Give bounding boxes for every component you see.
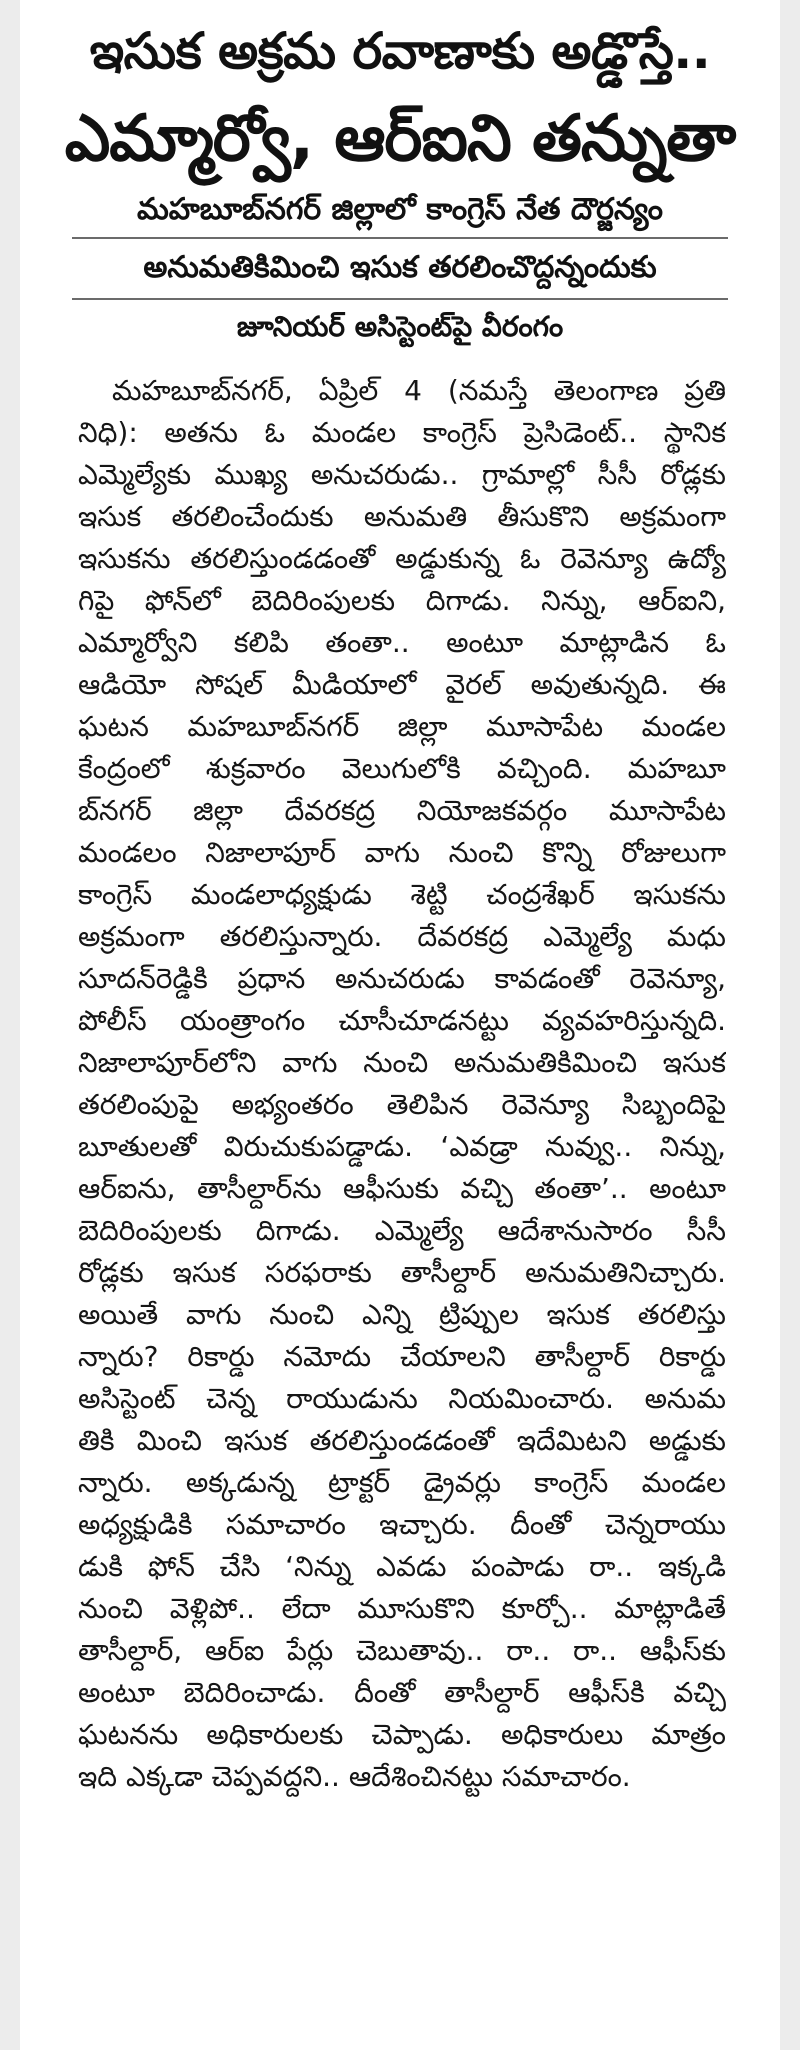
article-body-line: ఘటనను అధికారులకు చెప్పాడు. అధికారులు మాత్రం [78,1718,726,1751]
article-body-line: ఘటన మహబూబ్‌నగర్‌ జిల్లా మూసాపేట మండల [78,710,726,743]
article-body-line: నిజాలాపూర్‌లోని వాగు నుంచి అనుమతికిమించి ఇసుక [78,1046,726,1079]
article-body-line: తికి మించి ఇసుక తరలిస్తుండడంతో ఇదేమిటని అడ్డుకు [78,1424,726,1457]
article-body-line: తరలింపుపై అభ్యంతరం తెలిపిన రెవెన్యూ సిబ్బందిపై [78,1088,726,1121]
right-margin-strip [780,0,800,2050]
article-body-line: ఇది ఎక్కడా చెప్పవద్దని.. ఆదేశించినట్టు సమాచారం. [78,1760,631,1793]
article-body-line: ఎమ్మెల్యేకు ముఖ్య అనుచరుడు.. గ్రామాల్లో సీసీ రోడ్లకు [78,458,726,491]
article-body-line: న్నారు? రికార్డు నమోదు చేయాలని తాసీల్దార్‌ రికార్డు [78,1340,726,1373]
headline-line-1: ఇసుక అక్రమ రవాణాకు అడ్డొస్తే.. [89,22,711,80]
left-margin-strip [0,0,20,2050]
article-body-line: అక్రమంగా తరలిస్తున్నారు. దేవరకద్ర ఎమ్మెల్యే మధు [78,920,726,953]
article-body-line: కాంగ్రెస్‌ మండలాధ్యక్షుడు శెట్టి చంద్రశేఖర్‌ ఇసుకను [78,878,726,911]
subdeck-line-2: అనుమతికిమించి ఇసుక తరలించొద్దన్నందుకు [143,250,657,285]
article-body-line: బూతులతో విరుచుకుపడ్డాడు. ‘ఎవడ్రా నువ్వు.. నిన్ను, [78,1130,726,1163]
article-body-line: నుంచి వెళ్లిపో.. లేదా మూసుకొని కూర్చో.. మాట్లాడితే [78,1592,726,1625]
article-body-line: మహబూబ్‌నగర్‌, ఏప్రిల్‌ 4 (నమస్తే తెలంగాణ ప్రతి [112,374,726,407]
article-body-line: మండలం నిజాలాపూర్‌ వాగు నుంచి కొన్ని రోజులుగా [78,836,726,869]
article-body-line: కేంద్రంలో శుక్రవారం వెలుగులోకి వచ్చింది. మహబూ [78,752,726,785]
subdeck-line-3: జూనియర్‌ అసిస్టెంట్‌పై వీరంగం [236,310,564,343]
divider-rule [72,298,728,300]
article-body-line: తాసీల్దార్‌, ఆర్‌ఐ పేర్లు చెబుతావు.. రా.. రా.. ఆఫీస్‌కు [78,1634,726,1667]
article-body-line: ఆర్‌ఐను, తాసీల్దార్‌ను ఆఫీసుకు వచ్చి తంతా’.. అంటూ [78,1172,726,1205]
article-body-line: అధ్యక్షుడికి సమాచారం ఇచ్చారు. దీంతో చెన్నరాయు [78,1508,726,1541]
article-body-line: రోడ్లకు ఇసుక సరఫరాకు తాసీల్దార్‌ అనుమతినిచ్చారు. [78,1256,726,1289]
article-body-line: అసిస్టెంట్‌ చెన్న రాయుడును నియమించారు. అనుమ [78,1382,726,1415]
divider-rule [72,237,728,239]
article-body-line: అయితే వాగు నుంచి ఎన్ని ట్రిప్పుల ఇసుక తరలిస్తు [78,1298,726,1331]
headline-line-2: ఎమ్మార్వో, ఆర్‌ఐని తన్నుతా [64,102,736,176]
article-body-line: బ్‌నగర్‌ జిల్లా దేవరకద్ర నియోజకవర్గం మూసాపేట [78,794,726,827]
article-body-line: నిధి): అతను ఓ మండల కాంగ్రెస్‌ ప్రెసిడెంట్‌.. స్థానిక [78,416,726,449]
article-body-line: సూదన్‌రెడ్డికి ప్రధాన అనుచరుడు కావడంతో రెవెన్యూ, [78,962,726,995]
article-body-line: ఎమ్మార్వోని కలిపి తంతా.. అంటూ మాట్లాడిన ఓ [78,626,726,659]
article-body-line: బెదిరింపులకు దిగాడు. ఎమ్మెల్యే ఆదేశానుసారం సీసీ [78,1214,726,1247]
article-body-line: డుకి ఫోన్‌ చేసి ‘నిన్ను ఎవడు పంపాడు రా.. ఇక్కడి [78,1550,726,1583]
article-body-line: ఇసుక తరలించేందుకు అనుమతి తీసుకొని అక్రమంగా [78,500,726,533]
article-body-line: ఆడియో సోషల్‌ మీడియాలో వైరల్‌ అవుతున్నది. ఈ [78,668,726,701]
subdeck-line-1: మహబూబ్‌నగర్‌ జిల్లాలో కాంగ్రెస్‌ నేత దౌర్జన్యం [137,192,663,227]
article-body-line: న్నారు. అక్కడున్న ట్రాక్టర్‌ డ్రైవర్లు కాంగ్రెస్‌ మండల [78,1466,726,1499]
article-body [78,370,726,1798]
article-body-line: ఇసుకను తరలిస్తుండడంతో అడ్డుకున్న ఓ రెవెన్యూ ఉద్యో [78,542,726,575]
article-body-line: అంటూ బెదిరించాడు. దీంతో తాసీల్దార్‌ ఆఫీస్‌కి వచ్చి [78,1676,726,1709]
article-body-line: గిపై ఫోన్‌లో బెదిరింపులకు దిగాడు. నిన్ను, ఆర్‌ఐని, [78,584,726,617]
article-body-line: పోలీస్‌ యంత్రాంగం చూసీచూడనట్టు వ్యవహరిస్తున్నది. [78,1004,726,1037]
